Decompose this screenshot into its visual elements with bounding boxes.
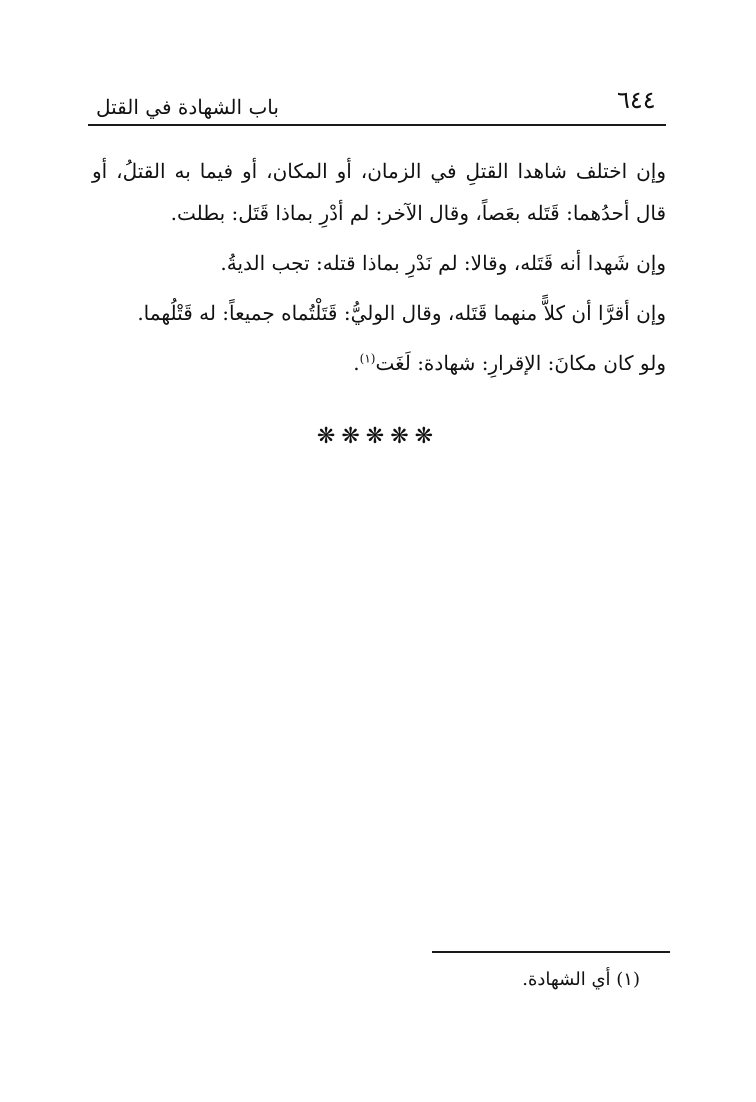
footnote-rule [432,951,670,953]
paragraph-1: وإن اختلف شاهدا القتلِ في الزمان، أو المكان، أو فيما به القتلُ، أو قال أحدُهما: قَتَله بعَصاً، وقال الآخر: لم أدْرِ بماذا قَتَل: بطلت. [92,159,666,225]
page-number: ٦٤٤ [617,86,656,114]
running-head: باب الشهادة في القتل [96,95,279,119]
footnote-marker: (١) [359,351,376,366]
header-rule [88,124,666,126]
paragraph-4-text: ولو كان مكانَ: الإقرارِ: شهادة: لَغَت [375,351,666,375]
footnote: (١) أي الشهادة. [522,969,640,990]
paragraph-4 [92,342,666,384]
section-separator: ❋❋❋❋❋ [316,424,440,449]
body-text [92,150,666,392]
paragraph-2: وإن شَهدا أنه قَتَله، وقالا: لم نَدْرِ بماذا قتله: تجب الديةُ. [220,251,666,275]
paragraph-3: وإن أقرَّا أن كلاًّ منهما قَتَله، وقال الوليُّ: قَتَلْتُماه جميعاً: له قَتْلُهما. [137,301,666,325]
paragraph-4-end: . [353,351,360,375]
